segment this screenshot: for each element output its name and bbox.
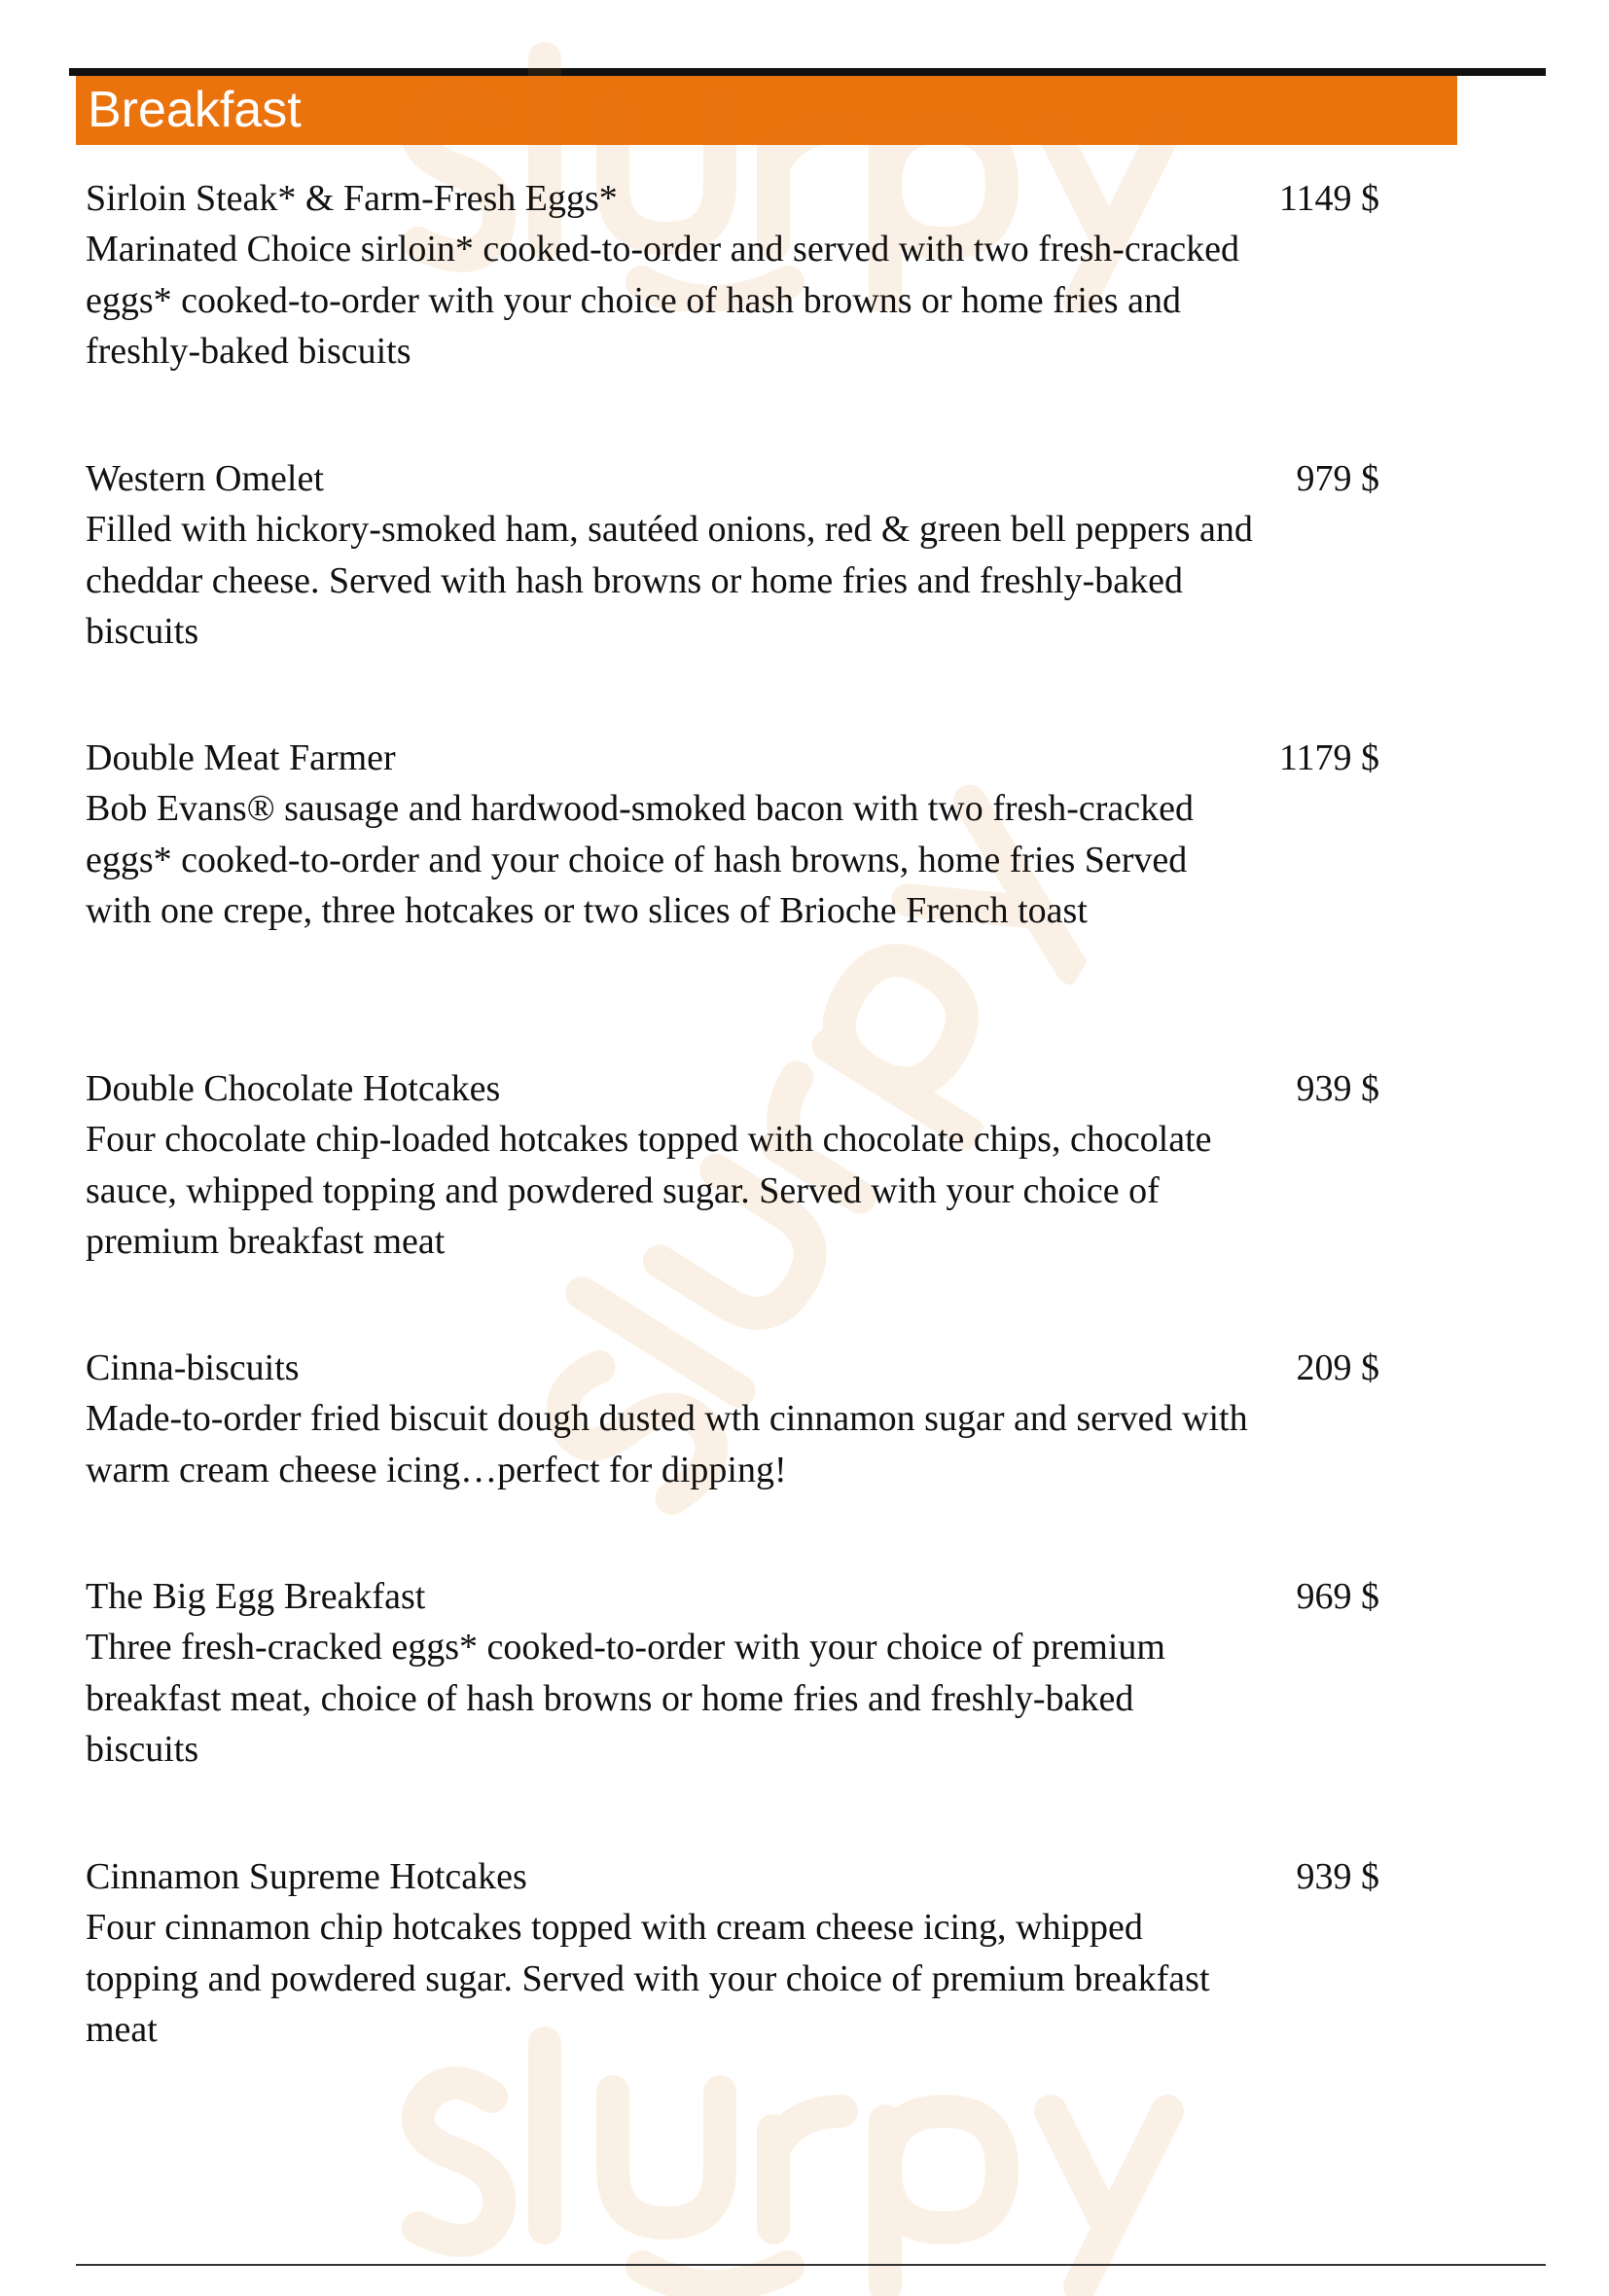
- item-name: Sirloin Steak* & Farm-Fresh Eggs*: [86, 178, 618, 219]
- item-description: Four cinnamon chip hotcakes topped with cream cheese icing, whipped topping and powdered sugar. Served with your choice of premium breakfast meat: [86, 1907, 1210, 2050]
- menu-item: [86, 1571, 1379, 1776]
- item-name: Double Chocolate Hotcakes: [86, 1068, 501, 1109]
- item-description: Three fresh-cracked eggs* cooked-to-order with your choice of premium breakfast meat, choice of hash browns or home fries and freshly-baked biscuits: [86, 1627, 1165, 1770]
- menu-item: [86, 733, 1379, 937]
- item-description: Filled with hickory-smoked ham, sautéed onions, red & green bell peppers and cheddar cheese. Served with hash browns or home fries and freshly-baked biscuits: [86, 509, 1253, 652]
- top-rule: [69, 68, 1546, 76]
- menu-item: [86, 453, 1379, 658]
- item-price: 209 $: [1296, 1347, 1379, 1388]
- item-price: 969 $: [1296, 1576, 1379, 1617]
- item-price: 939 $: [1296, 1856, 1379, 1897]
- item-description: Marinated Choice sirloin* cooked-to-order and served with two fresh-cracked eggs* cooked-to-order with your choice of hash browns or home fries and freshly-baked biscuits: [86, 229, 1240, 372]
- item-name: Cinnamon Supreme Hotcakes: [86, 1856, 527, 1897]
- item-price: 979 $: [1296, 458, 1379, 499]
- item-description: Made-to-order fried biscuit dough dusted wth cinnamon sugar and served with warm cream cheese icing…perfect for dipping!: [86, 1398, 1248, 1490]
- item-name: The Big Egg Breakfast: [86, 1576, 426, 1617]
- item-name: Western Omelet: [86, 458, 324, 499]
- item-price: 1149 $: [1278, 178, 1379, 219]
- section-header: [76, 76, 1457, 145]
- item-price: 939 $: [1296, 1068, 1379, 1109]
- menu-item: [86, 173, 1379, 377]
- menu-item: [86, 1063, 1379, 1268]
- item-name: Double Meat Farmer: [86, 737, 396, 778]
- menu-item: [86, 1851, 1379, 2056]
- item-description: Bob Evans® sausage and hardwood-smoked bacon with two fresh-cracked eggs* cooked-to-order and your choice of hash browns, home fries Served with one crepe, three hotcakes or two slices of Brioche French toast: [86, 788, 1194, 931]
- bottom-rule: [76, 2264, 1546, 2266]
- menu-item: [86, 1343, 1379, 1495]
- item-name: Cinna-biscuits: [86, 1347, 300, 1388]
- item-description: Four chocolate chip-loaded hotcakes topped with chocolate chips, chocolate sauce, whipped topping and powdered sugar. Served with your choice of premium breakfast meat: [86, 1119, 1212, 1262]
- item-price: 1179 $: [1278, 737, 1379, 778]
- section-title: Breakfast: [88, 82, 302, 138]
